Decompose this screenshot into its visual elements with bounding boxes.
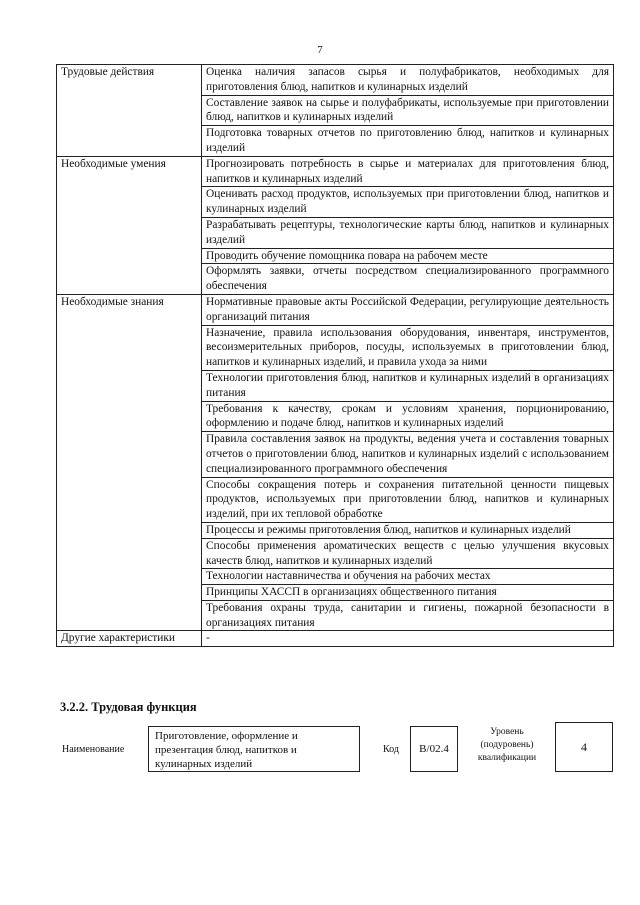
row-group-label: Другие характеристики [57,631,202,647]
table-cell: Нормативные правовые акты Российской Федерации, регулирующие деятельность организаций питания [202,294,614,325]
table-cell: Прогнозировать потребность в сырье и материалах для приготовления блюд, напитков и кулинарных изделий [202,156,614,187]
labor-function-row [0,722,640,782]
table-cell: Требования к качеству, срокам и условиям хранения, порционированию, оформлению и подаче блюд, напитков и кулинарных изделий [202,401,614,432]
page-number: 7 [317,44,323,56]
name-value: Приготовление, оформление и презентация блюд, напитков и кулинарных изделий [148,726,360,772]
table-cell: Требования охраны труда, санитарии и гигиены, пожарной безопасности в организациях питания [202,600,614,631]
table-row [57,294,614,325]
code-label: Код [383,744,399,755]
table-row [57,156,614,187]
table-cell: - [202,631,614,647]
level-label: Уровень (подуровень) квалификации [477,727,537,763]
table-cell: Процессы и режимы приготовления блюд, напитков и кулинарных изделий [202,522,614,538]
table-cell: Оформлять заявки, отчеты посредством специализированного программного обеспечения [202,264,614,295]
table-cell: Назначение, правила использования оборудования, инвентаря, инструментов, весоизмерительных приборов, посуды, используемых в приготовлении блюд, напитков и кулинарных изделий, и правила ухода за ними [202,325,614,370]
table-cell: Составление заявок на сырье и полуфабрикаты, используемые при приготовлении блюд, напитков и кулинарных изделий [202,95,614,126]
table-cell: Оценивать расход продуктов, используемых при приготовлении блюд, напитков и кулинарных изделий [202,187,614,218]
table-cell: Правила составления заявок на продукты, ведения учета и составления товарных отчетов о приготовлении блюд, напитков и кулинарных изделий с использованием специализированного программного обеспечения [202,432,614,477]
table-row [57,65,614,96]
table-cell: Оценка наличия запасов сырья и полуфабрикатов, необходимых для приготовления блюд, напитков и кулинарных изделий [202,65,614,96]
table-cell: Разрабатывать рецептуры, технологические карты блюд, напитков и кулинарных изделий [202,217,614,248]
table-cell: Способы сокращения потерь и сохранения питательной ценности пищевых продуктов, используемых при приготовлении блюд, напитков и кулинарных изделий, при их тепловой обработке [202,477,614,522]
table-cell: Технологии приготовления блюд, напитков и кулинарных изделий в организациях питания [202,370,614,401]
code-value: B/02.4 [410,726,458,772]
row-group-label: Трудовые действия [57,65,202,157]
competency-table [56,64,614,647]
name-label: Наименование [62,744,125,755]
table-cell: Принципы ХАССП в организациях общественного питания [202,585,614,601]
table-cell: Подготовка товарных отчетов по приготовлению блюд, напитков и кулинарных изделий [202,126,614,157]
section-title: 3.2.2. Трудовая функция [60,700,197,714]
table-cell: Способы применения ароматических веществ с целью улучшения вкусовых качеств блюд, напитков и кулинарных изделий [202,538,614,569]
row-group-label: Необходимые умения [57,156,202,294]
table-row [57,631,614,647]
table-cell: Проводить обучение помощника повара на рабочем месте [202,248,614,264]
table-cell: Технологии наставничества и обучения на рабочих местах [202,569,614,585]
row-group-label: Необходимые знания [57,294,202,631]
level-value: 4 [555,722,613,772]
